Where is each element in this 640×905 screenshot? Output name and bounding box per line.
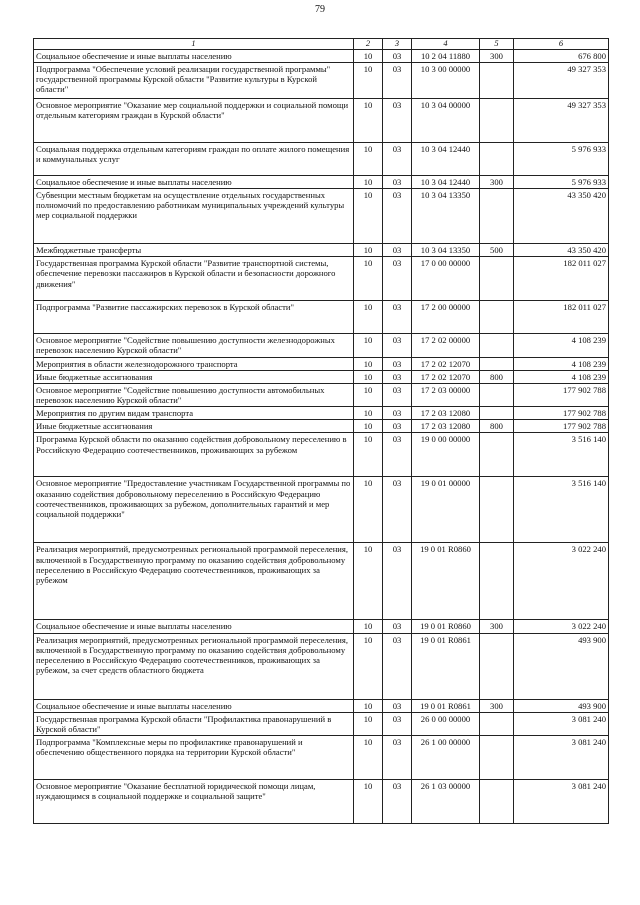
cell-subsection: 03 xyxy=(383,244,412,257)
cell-subsection: 03 xyxy=(383,712,412,735)
cell-name: Государственная программа Курской области "Профилактика правонарушений в Курской области" xyxy=(34,712,354,735)
column-header-target-article: 4 xyxy=(412,39,480,50)
cell-expense-type xyxy=(480,257,514,301)
cell-section: 10 xyxy=(354,620,383,633)
cell-expense-type xyxy=(480,63,514,99)
cell-section: 10 xyxy=(354,334,383,357)
table-row xyxy=(34,712,609,735)
cell-amount: 5 976 933 xyxy=(514,143,609,176)
cell-expense-type: 800 xyxy=(480,420,514,433)
cell-subsection: 03 xyxy=(383,63,412,99)
cell-subsection: 03 xyxy=(383,433,412,477)
cell-amount: 493 900 xyxy=(514,633,609,699)
cell-name: Основное мероприятие "Оказание бесплатной юридической помощи лицам, нуждающимся в социальной поддержке и социальной защите" xyxy=(34,780,354,824)
cell-amount: 43 350 420 xyxy=(514,189,609,244)
cell-section: 10 xyxy=(354,712,383,735)
cell-subsection: 03 xyxy=(383,176,412,189)
cell-target-article: 10 2 04 11880 xyxy=(412,49,480,62)
table-row xyxy=(34,383,609,406)
cell-expense-type: 500 xyxy=(480,244,514,257)
budget-table xyxy=(33,38,609,824)
cell-amount: 43 350 420 xyxy=(514,244,609,257)
cell-amount: 3 516 140 xyxy=(514,477,609,543)
cell-subsection: 03 xyxy=(383,370,412,383)
table-row xyxy=(34,63,609,99)
cell-target-article: 17 2 03 12080 xyxy=(412,407,480,420)
table-row xyxy=(34,633,609,699)
table-row xyxy=(34,244,609,257)
cell-name: Программа Курской области по оказанию содействия добровольному переселению в Российскую Федерацию соотечественников, проживающих за рубежом xyxy=(34,433,354,477)
cell-name: Мероприятия в области железнодорожного транспорта xyxy=(34,357,354,370)
cell-target-article: 17 2 03 00000 xyxy=(412,383,480,406)
cell-expense-type: 800 xyxy=(480,370,514,383)
cell-section: 10 xyxy=(354,301,383,334)
cell-section: 10 xyxy=(354,433,383,477)
cell-section: 10 xyxy=(354,420,383,433)
table-row xyxy=(34,736,609,780)
cell-subsection: 03 xyxy=(383,477,412,543)
cell-amount: 4 108 239 xyxy=(514,370,609,383)
cell-section: 10 xyxy=(354,99,383,143)
table-row xyxy=(34,334,609,357)
cell-name: Реализация мероприятий, предусмотренных региональной программой переселения, включенной в Государственную программу по оказанию содействия добровольному переселению в Российскую Федерацию соотечественников, проживающих за рубежом xyxy=(34,543,354,620)
cell-target-article: 17 0 00 00000 xyxy=(412,257,480,301)
cell-section: 10 xyxy=(354,370,383,383)
cell-subsection: 03 xyxy=(383,699,412,712)
cell-amount: 177 902 788 xyxy=(514,420,609,433)
cell-target-article: 10 3 04 13350 xyxy=(412,244,480,257)
cell-expense-type xyxy=(480,334,514,357)
table-row xyxy=(34,301,609,334)
cell-expense-type xyxy=(480,633,514,699)
column-header-amount: 6 xyxy=(514,39,609,50)
cell-expense-type xyxy=(480,383,514,406)
cell-target-article: 10 3 04 00000 xyxy=(412,99,480,143)
table-row xyxy=(34,357,609,370)
cell-amount: 3 022 240 xyxy=(514,543,609,620)
cell-amount: 493 900 xyxy=(514,699,609,712)
column-header-name: 1 xyxy=(34,39,354,50)
cell-target-article: 17 2 02 00000 xyxy=(412,334,480,357)
cell-name: Мероприятия по другим видам транспорта xyxy=(34,407,354,420)
table-body xyxy=(34,49,609,823)
table-row xyxy=(34,176,609,189)
cell-expense-type xyxy=(480,189,514,244)
cell-section: 10 xyxy=(354,244,383,257)
cell-amount: 3 081 240 xyxy=(514,712,609,735)
cell-expense-type: 300 xyxy=(480,620,514,633)
cell-target-article: 19 0 01 00000 xyxy=(412,477,480,543)
cell-section: 10 xyxy=(354,189,383,244)
cell-expense-type: 300 xyxy=(480,699,514,712)
table-row xyxy=(34,780,609,824)
cell-name: Основное мероприятие "Предоставление участникам Государственной программы по оказанию содействия добровольному переселению в Российскую Федерацию соотечественников, проживающих за рубежом, дополнительных гарантий и мер социальной поддержки" xyxy=(34,477,354,543)
cell-amount: 182 011 027 xyxy=(514,257,609,301)
cell-subsection: 03 xyxy=(383,99,412,143)
cell-subsection: 03 xyxy=(383,357,412,370)
cell-subsection: 03 xyxy=(383,633,412,699)
cell-expense-type xyxy=(480,543,514,620)
cell-target-article: 10 3 04 13350 xyxy=(412,189,480,244)
cell-target-article: 19 0 00 00000 xyxy=(412,433,480,477)
cell-section: 10 xyxy=(354,49,383,62)
cell-subsection: 03 xyxy=(383,420,412,433)
cell-target-article: 17 2 00 00000 xyxy=(412,301,480,334)
cell-target-article: 10 3 04 12440 xyxy=(412,176,480,189)
cell-amount: 3 022 240 xyxy=(514,620,609,633)
cell-name: Государственная программа Курской области "Развитие транспортной системы, обеспечение перевозки пассажиров в Курской области и безопасности дорожного движения" xyxy=(34,257,354,301)
cell-amount: 3 081 240 xyxy=(514,736,609,780)
table-row xyxy=(34,543,609,620)
cell-target-article: 17 2 02 12070 xyxy=(412,357,480,370)
column-header-section: 2 xyxy=(354,39,383,50)
cell-amount: 4 108 239 xyxy=(514,334,609,357)
cell-name: Субвенции местным бюджетам на осуществление отдельных государственных полномочий по предоставлению работникам муниципальных учреждений культуры мер социальной поддержки xyxy=(34,189,354,244)
cell-expense-type: 300 xyxy=(480,176,514,189)
cell-name: Подпрограмма "Развитие пассажирских перевозок в Курской области" xyxy=(34,301,354,334)
cell-subsection: 03 xyxy=(383,257,412,301)
table-row xyxy=(34,407,609,420)
cell-subsection: 03 xyxy=(383,301,412,334)
cell-section: 10 xyxy=(354,736,383,780)
table-row xyxy=(34,49,609,62)
cell-subsection: 03 xyxy=(383,620,412,633)
table-row xyxy=(34,370,609,383)
cell-amount: 177 902 788 xyxy=(514,383,609,406)
cell-subsection: 03 xyxy=(383,383,412,406)
cell-amount: 5 976 933 xyxy=(514,176,609,189)
cell-target-article: 19 0 01 R0861 xyxy=(412,699,480,712)
cell-name: Подпрограмма "Комплексные меры по профилактике правонарушений и обеспечению общественного порядка на территории Курской области" xyxy=(34,736,354,780)
cell-expense-type xyxy=(480,99,514,143)
cell-section: 10 xyxy=(354,699,383,712)
cell-target-article: 19 0 01 R0861 xyxy=(412,633,480,699)
cell-expense-type xyxy=(480,357,514,370)
cell-expense-type xyxy=(480,433,514,477)
cell-subsection: 03 xyxy=(383,189,412,244)
cell-section: 10 xyxy=(354,633,383,699)
table-header-row xyxy=(34,39,609,50)
cell-target-article: 26 0 00 00000 xyxy=(412,712,480,735)
cell-amount: 4 108 239 xyxy=(514,357,609,370)
cell-name: Межбюджетные трансферты xyxy=(34,244,354,257)
cell-target-article: 26 1 00 00000 xyxy=(412,736,480,780)
cell-subsection: 03 xyxy=(383,49,412,62)
cell-expense-type xyxy=(480,407,514,420)
cell-target-article: 17 2 02 12070 xyxy=(412,370,480,383)
table-row xyxy=(34,699,609,712)
cell-section: 10 xyxy=(354,383,383,406)
cell-section: 10 xyxy=(354,63,383,99)
page-number: 79 xyxy=(315,4,325,15)
cell-name: Подпрограмма "Обеспечение условий реализации государственной программы" государственной программы Курской области "Развитие культуры в Курской области" xyxy=(34,63,354,99)
cell-name: Иные бюджетные ассигнования xyxy=(34,370,354,383)
cell-subsection: 03 xyxy=(383,143,412,176)
table-row xyxy=(34,189,609,244)
cell-subsection: 03 xyxy=(383,780,412,824)
cell-expense-type xyxy=(480,780,514,824)
cell-name: Реализация мероприятий, предусмотренных региональной программой переселения, включенной в Государственную программу по оказанию содействия добровольному переселению в Российскую Федерацию соотечественников, проживающих за рубежом, за счет средств областного бюджета xyxy=(34,633,354,699)
cell-amount: 182 011 027 xyxy=(514,301,609,334)
cell-target-article: 19 0 01 R0860 xyxy=(412,543,480,620)
cell-expense-type xyxy=(480,143,514,176)
cell-subsection: 03 xyxy=(383,736,412,780)
cell-expense-type xyxy=(480,301,514,334)
cell-amount: 177 902 788 xyxy=(514,407,609,420)
cell-amount: 49 327 353 xyxy=(514,63,609,99)
cell-target-article: 17 2 03 12080 xyxy=(412,420,480,433)
cell-section: 10 xyxy=(354,543,383,620)
cell-amount: 3 081 240 xyxy=(514,780,609,824)
table-row xyxy=(34,420,609,433)
cell-section: 10 xyxy=(354,357,383,370)
cell-amount: 676 800 xyxy=(514,49,609,62)
table-row xyxy=(34,257,609,301)
column-header-expense-type: 5 xyxy=(480,39,514,50)
cell-subsection: 03 xyxy=(383,543,412,620)
cell-section: 10 xyxy=(354,143,383,176)
cell-amount: 3 516 140 xyxy=(514,433,609,477)
cell-expense-type: 300 xyxy=(480,49,514,62)
cell-name: Основное мероприятие "Содействие повышению доступности автомобильных перевозок населению Курской области" xyxy=(34,383,354,406)
cell-section: 10 xyxy=(354,176,383,189)
table-row xyxy=(34,143,609,176)
cell-target-article: 19 0 01 R0860 xyxy=(412,620,480,633)
table-row xyxy=(34,477,609,543)
cell-target-article: 10 3 00 00000 xyxy=(412,63,480,99)
table-row xyxy=(34,620,609,633)
cell-expense-type xyxy=(480,736,514,780)
cell-target-article: 10 3 04 12440 xyxy=(412,143,480,176)
cell-name: Социальное обеспечение и иные выплаты населению xyxy=(34,699,354,712)
cell-section: 10 xyxy=(354,780,383,824)
table-row xyxy=(34,433,609,477)
cell-expense-type xyxy=(480,477,514,543)
cell-target-article: 26 1 03 00000 xyxy=(412,780,480,824)
cell-section: 10 xyxy=(354,407,383,420)
cell-section: 10 xyxy=(354,257,383,301)
column-header-subsection: 3 xyxy=(383,39,412,50)
cell-name: Основное мероприятие "Содействие повышению доступности железнодорожных перевозок населению Курской области" xyxy=(34,334,354,357)
cell-subsection: 03 xyxy=(383,334,412,357)
cell-name: Социальное обеспечение и иные выплаты населению xyxy=(34,49,354,62)
cell-name: Иные бюджетные ассигнования xyxy=(34,420,354,433)
cell-name: Социальное обеспечение и иные выплаты населению xyxy=(34,620,354,633)
cell-expense-type xyxy=(480,712,514,735)
cell-section: 10 xyxy=(354,477,383,543)
cell-name: Основное мероприятие "Оказание мер социальной поддержки и социальной помощи отдельным категориям граждан в Курской области" xyxy=(34,99,354,143)
cell-name: Социальное обеспечение и иные выплаты населению xyxy=(34,176,354,189)
cell-subsection: 03 xyxy=(383,407,412,420)
cell-amount: 49 327 353 xyxy=(514,99,609,143)
table-row xyxy=(34,99,609,143)
cell-name: Социальная поддержка отдельным категориям граждан по оплате жилого помещения и коммунальных услуг xyxy=(34,143,354,176)
